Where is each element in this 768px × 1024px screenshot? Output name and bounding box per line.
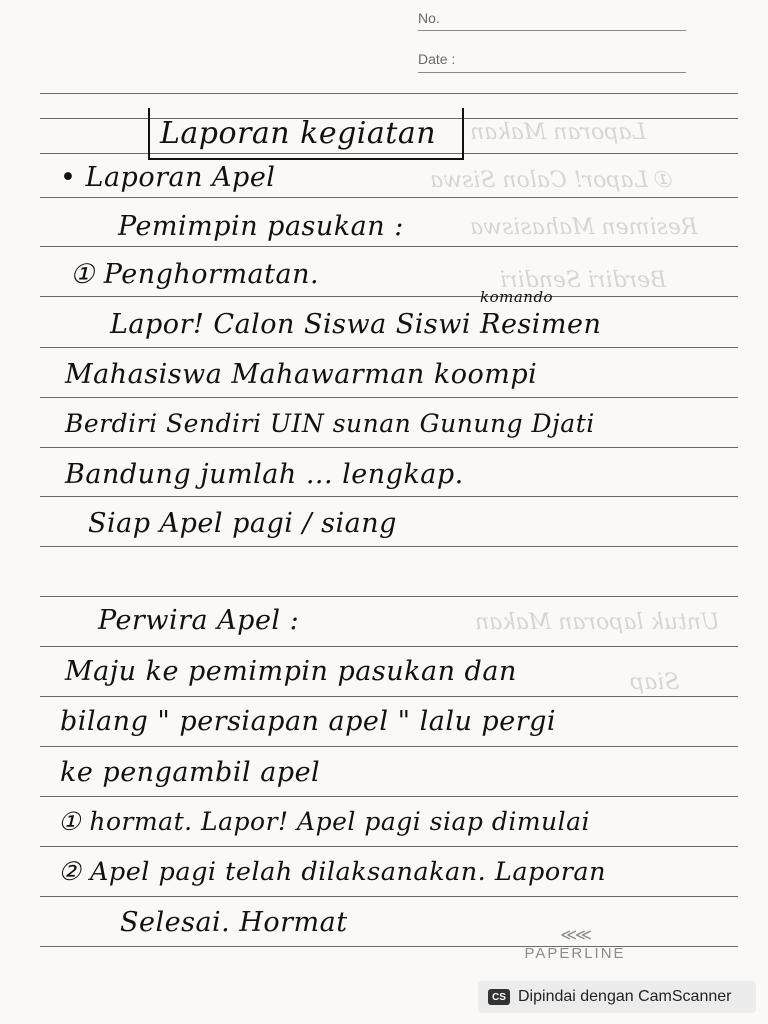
handwritten-line: ke pengambil apel (60, 757, 321, 788)
bleed-through-text: Siap (630, 670, 680, 695)
camscanner-label: Dipindai dengan CamScanner (518, 988, 732, 1005)
handwritten-line: • Laporan Apel (60, 162, 276, 193)
bleed-through-text: Untuk laporan Makan (475, 610, 720, 635)
camscanner-watermark (478, 981, 756, 1013)
handwritten-line: Berdiri Sendiri UIN sunan Gunung Djati (65, 409, 595, 438)
bleed-through-text: ① Lapor! Calon Siswa (430, 168, 675, 193)
paperline-mark-icon: ≪≪ (560, 927, 590, 944)
handwritten-line: Mahasiswa Mahawarman koompi (65, 359, 538, 390)
handwritten-line: Selesai. Hormat (120, 907, 348, 938)
handwritten-line: Lapor! Calon Siswa Siswi Resimen (110, 309, 602, 340)
paperline-text: PAPERLINE (524, 945, 626, 962)
no-underline (418, 30, 686, 31)
handwritten-line: Bandung jumlah ... lengkap. (65, 459, 464, 490)
handwritten-line: Perwira Apel : (98, 605, 300, 636)
bleed-through-text: Resimen Mahasiswa (470, 215, 698, 240)
handwritten-line: bilang " persiapan apel " lalu pergi (60, 706, 557, 737)
date-underline (418, 72, 686, 73)
handwritten-line: Maju ke pemimpin pasukan dan (65, 656, 517, 687)
no-label: No. (418, 10, 440, 26)
handwritten-line: Pemimpin pasukan : (118, 211, 404, 242)
camscanner-icon: CS (488, 989, 510, 1005)
page-title: Laporan kegiatan (160, 116, 437, 151)
handwritten-annotation: komando (480, 288, 554, 306)
bleed-through-text: Laporan Makan (470, 120, 647, 145)
bleed-through-text: Berdiri Sendiri (500, 268, 667, 293)
date-label: Date : (418, 51, 456, 67)
paperline-logo (510, 925, 640, 962)
handwritten-line: ② Apel pagi telah dilaksanakan. Laporan (58, 857, 607, 887)
handwritten-line: Siap Apel pagi / siang (88, 508, 397, 539)
handwritten-line: ① hormat. Lapor! Apel pagi siap dimulai (58, 807, 591, 836)
handwritten-line: ① Penghormatan. (70, 259, 320, 290)
